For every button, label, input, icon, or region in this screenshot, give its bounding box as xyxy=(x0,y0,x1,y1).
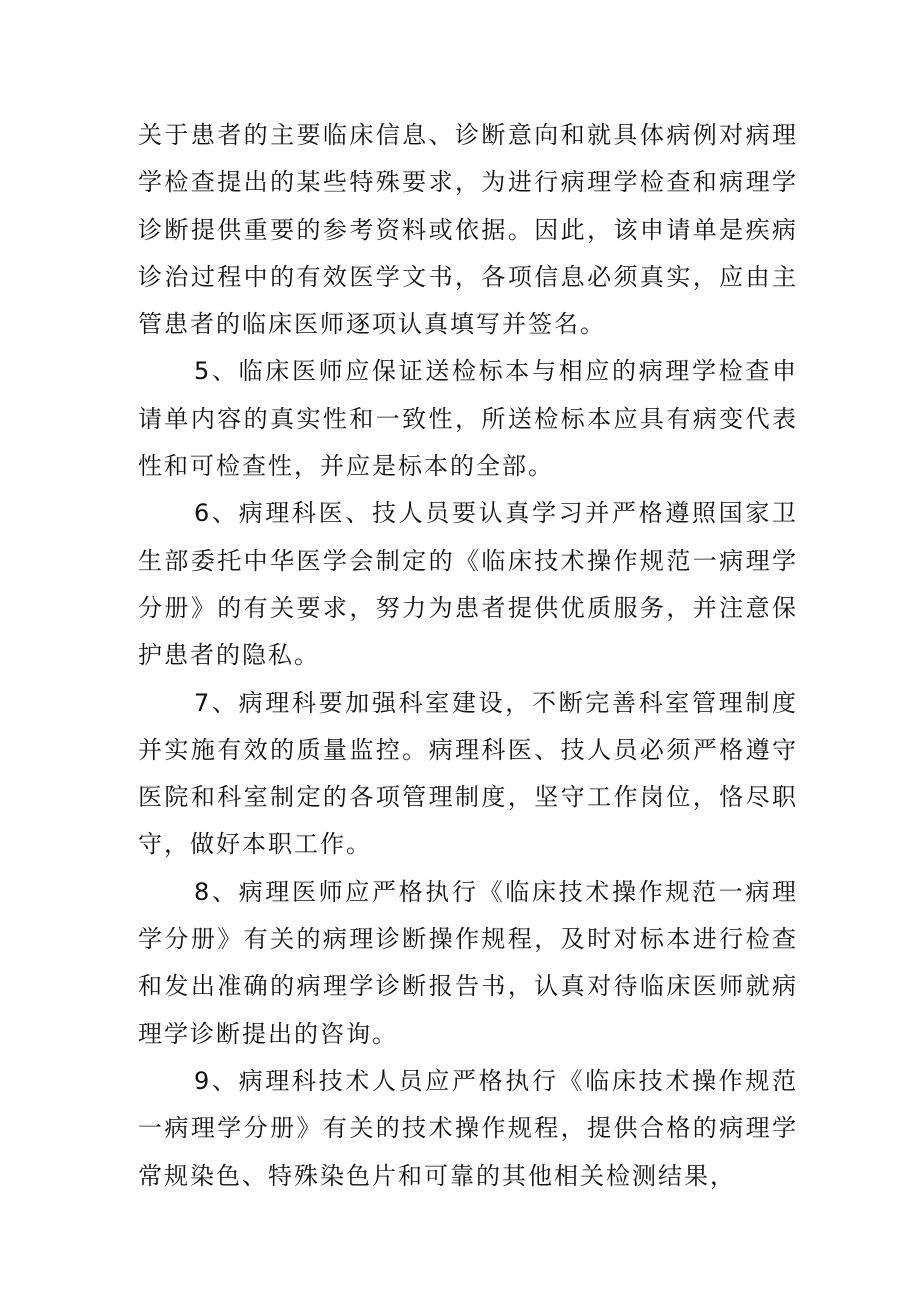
paragraph-6: 6、病理科医、技人员要认真学习并严格遵照国家卫生部委托中华医学会制定的《临床技术操作规范一病理学分册》的有关要求，努力为患者提供优质服务，并注意保护患者的隐私。 xyxy=(138,499,798,670)
paragraph-7: 7、病理科要加强科室建设，不断完善科室管理制度并实施有效的质量监控。病理科医、技人员必须严格遵守医院和科室制定的各项管理制度，坚守工作岗位，恪尽职守，做好本职工作。 xyxy=(138,688,798,859)
document-body xyxy=(138,112,798,1200)
paragraph-4-continued: 关于患者的主要临床信息、诊断意向和就具体病例对病理学检查提出的某些特殊要求，为进行病理学检查和病理学诊断提供重要的参考资料或依据。因此，该申请单是疾病诊治过程中的有效医学文书，各项信息必须真实，应由主管患者的临床医师逐项认真填写并签名。 xyxy=(138,121,798,339)
paragraph-9: 9、病理科技术人员应严格执行《临床技术操作规范一病理学分册》有关的技术操作规程，提供合格的病理学常规染色、特殊染色片和可靠的其他相关检测结果， xyxy=(138,1066,798,1190)
paragraph-5: 5、临床医师应保证送检标本与相应的病理学检查申请单内容的真实性和一致性，所送检标本应具有病变代表性和可检查性，并应是标本的全部。 xyxy=(138,357,798,481)
paragraph-8: 8、病理医师应严格执行《临床技术操作规范一病理学分册》有关的病理诊断操作规程，及时对标本进行检查和发出准确的病理学诊断报告书，认真对待临床医师就病理学诊断提出的咨询。 xyxy=(138,877,798,1048)
